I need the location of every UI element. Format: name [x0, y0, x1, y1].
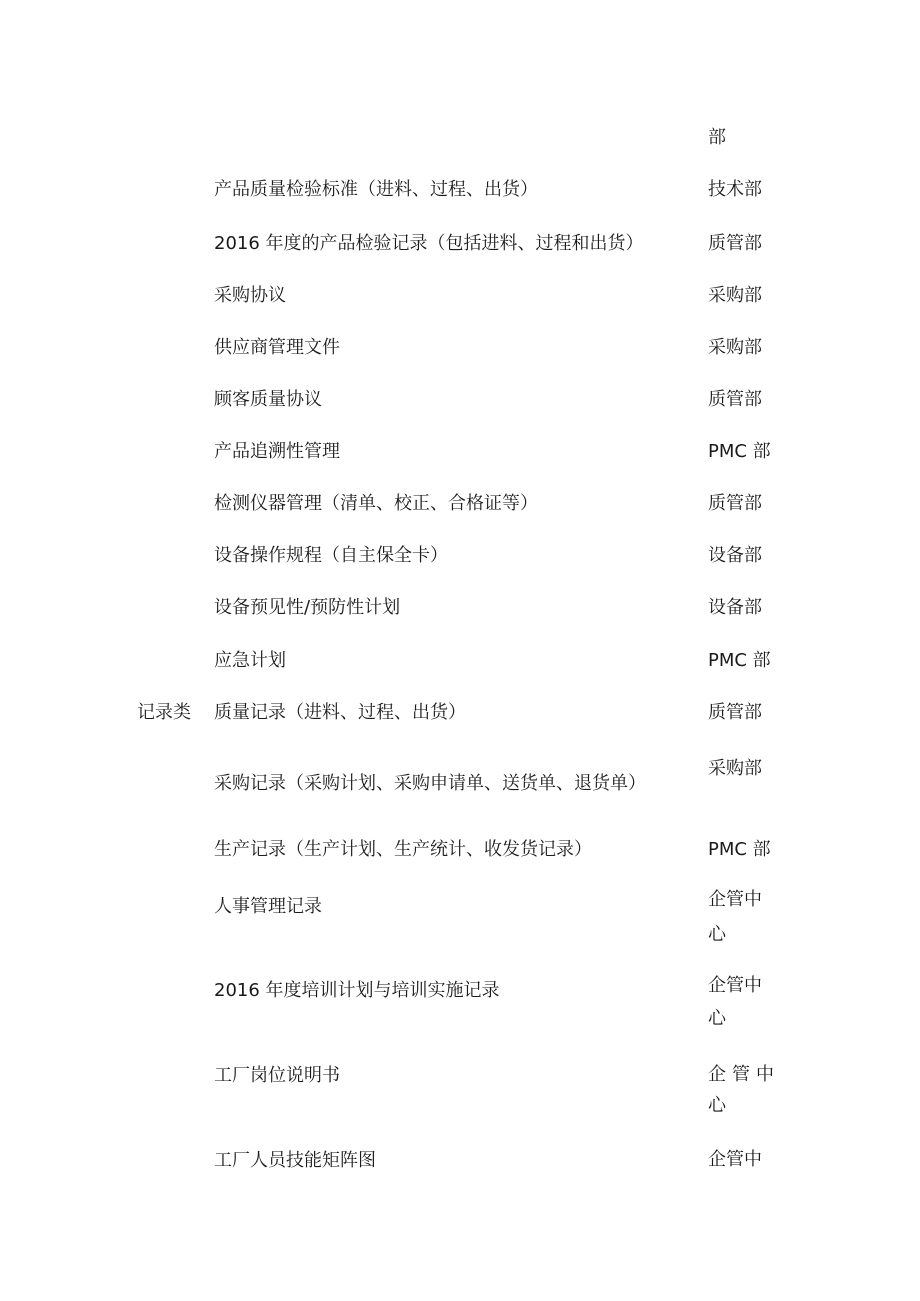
dept-cell: 质管部 [708, 493, 762, 514]
dept-cell-continued: 心 [708, 924, 726, 945]
item-cell: 产品追溯性管理 [214, 441, 340, 462]
dept-cell: 设备部 [708, 597, 762, 618]
dept-cell: 质管部 [708, 702, 762, 723]
dept-cell: PMC 部 [708, 650, 771, 671]
dept-cell: 设备部 [708, 545, 762, 566]
item-cell: 供应商管理文件 [214, 337, 340, 358]
dept-cell: PMC 部 [708, 839, 771, 860]
item-cell: 检测仪器管理（清单、校正、合格证等） [214, 493, 538, 514]
dept-cell: PMC 部 [708, 441, 771, 462]
item-cell: 工厂人员技能矩阵图 [214, 1150, 376, 1171]
item-cell: 生产记录（生产计划、生产统计、收发货记录） [214, 839, 592, 860]
item-cell: 2016 年度培训计划与培训实施记录 [214, 980, 500, 1001]
item-cell: 设备预见性/预防性计划 [214, 597, 401, 618]
item-cell: 采购记录（采购计划、采购申请单、送货单、退货单） [214, 773, 646, 794]
item-cell: 采购协议 [214, 285, 286, 306]
category-cell: 记录类 [137, 702, 191, 723]
dept-cell: 企管中 [708, 1149, 762, 1170]
dept-cell: 企管中 [708, 1064, 780, 1085]
item-cell: 质量记录（进料、过程、出货） [214, 702, 466, 723]
item-cell: 产品质量检验标准（进料、过程、出货） [214, 179, 538, 200]
dept-cell: 采购部 [708, 758, 762, 779]
dept-cell: 企管中 [708, 975, 762, 996]
item-cell: 应急计划 [214, 650, 286, 671]
dept-cell: 质管部 [708, 233, 762, 254]
dept-cell: 采购部 [708, 337, 762, 358]
item-cell: 顾客质量协议 [214, 389, 322, 410]
dept-cell: 采购部 [708, 285, 762, 306]
dept-cell: 质管部 [708, 389, 762, 410]
item-cell: 设备操作规程（自主保全卡） [214, 545, 448, 566]
dept-cell-continued: 心 [708, 1095, 726, 1116]
dept-cell: 企管中 [708, 889, 762, 910]
dept-cell: 部 [708, 127, 726, 148]
item-cell: 工厂岗位说明书 [214, 1065, 340, 1086]
item-cell: 人事管理记录 [214, 896, 322, 917]
dept-cell: 技术部 [708, 179, 762, 200]
item-cell: 2016 年度的产品检验记录（包括进料、过程和出货） [214, 233, 644, 254]
dept-cell-continued: 心 [708, 1008, 726, 1029]
